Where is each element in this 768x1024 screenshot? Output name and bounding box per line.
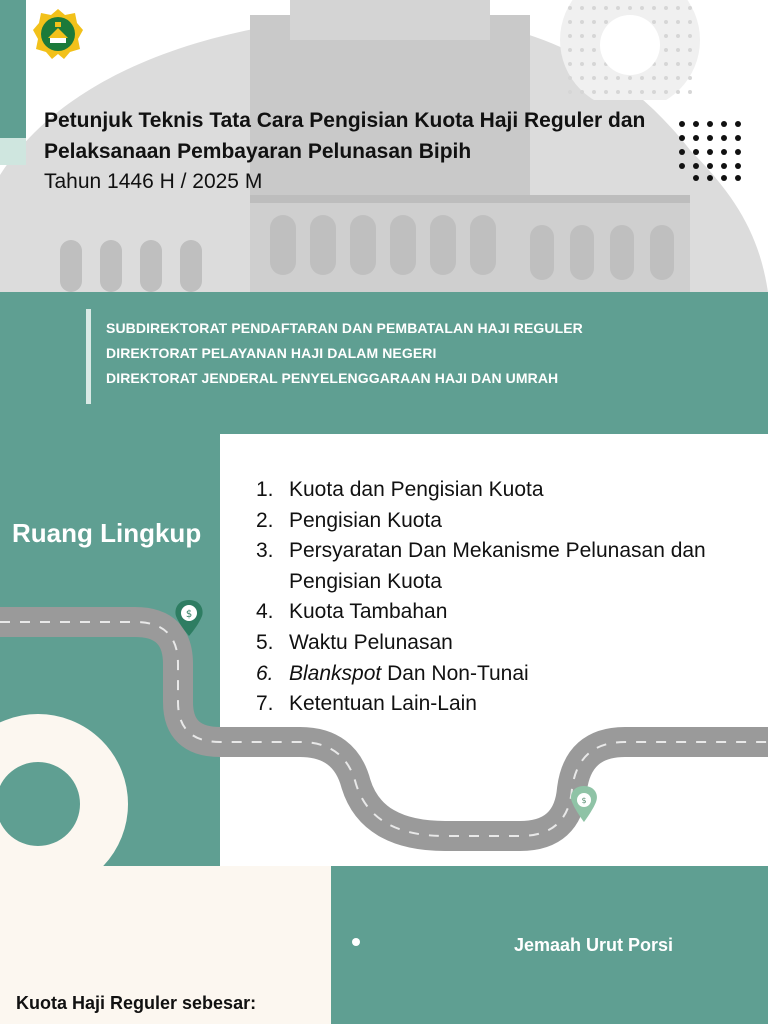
page-subtitle: Tahun 1446 H / 2025 M: [44, 170, 263, 193]
org-line-3: DIREKTORAT JENDERAL PENYELENGGARAAN HAJI DAN UMRAH: [106, 370, 559, 386]
emblem-logo: [32, 8, 84, 60]
item-text: Ketentuan Lain-Lain: [289, 692, 477, 716]
item-number: 2.: [256, 508, 274, 532]
item-number: 7.: [256, 692, 274, 716]
bullet-icon: [352, 938, 360, 946]
scope-heading: Ruang Lingkup: [12, 518, 202, 548]
item-number: 1.: [256, 478, 274, 501]
quota-label: Kuota Haji Reguler sebesar:: [16, 993, 257, 1013]
item-number: 6.: [256, 661, 274, 685]
accent-bar: [0, 0, 26, 138]
organization-band: [0, 292, 768, 434]
item-number: 4.: [256, 600, 274, 624]
list-item: [256, 659, 729, 690]
list-item: [256, 597, 729, 628]
decorative-dots-dark: [676, 118, 746, 184]
list-item: [256, 536, 729, 597]
item-text: Waktu Pelunasan: [289, 630, 453, 654]
item-text: Dan Non-Tunai: [381, 661, 529, 685]
org-line-1: SUBDIREKTORAT PENDAFTARAN DAN PEMBATALAN HAJI REGULER: [106, 320, 583, 336]
item-number: 3.: [256, 539, 274, 563]
list-item: [256, 628, 729, 659]
item-text: Persyaratan Dan Mekanisme Pelunasan dan Pengisian Kuota: [289, 539, 706, 593]
item-text-italic: Blankspot: [289, 661, 382, 685]
jemaah-label: Jemaah Urut Porsi: [514, 935, 674, 955]
item-text: Pengisian Kuota: [289, 508, 442, 532]
item-number: 5.: [256, 630, 274, 654]
decorative-dots-light: [550, 0, 710, 100]
scope-list: [256, 475, 729, 720]
accent-bar-light: [0, 138, 26, 165]
band-accent-line: [86, 309, 91, 404]
list-item: [256, 506, 729, 537]
item-text: Kuota Tambahan: [289, 600, 448, 624]
svg-text:$: $: [581, 796, 587, 805]
svg-text:$: $: [185, 609, 193, 620]
org-line-2: DIREKTORAT PELAYANAN HAJI DALAM NEGERI: [106, 345, 437, 361]
item-text: Kuota dan Pengisian Kuota: [289, 478, 544, 501]
page-title: Petunjuk Teknis Tata Cara Pengisian Kuota Haji Reguler dan Pelaksanaan Pembayaran Pelunasan Bipih: [44, 109, 646, 163]
list-item: [256, 689, 729, 720]
list-item: [256, 475, 729, 506]
